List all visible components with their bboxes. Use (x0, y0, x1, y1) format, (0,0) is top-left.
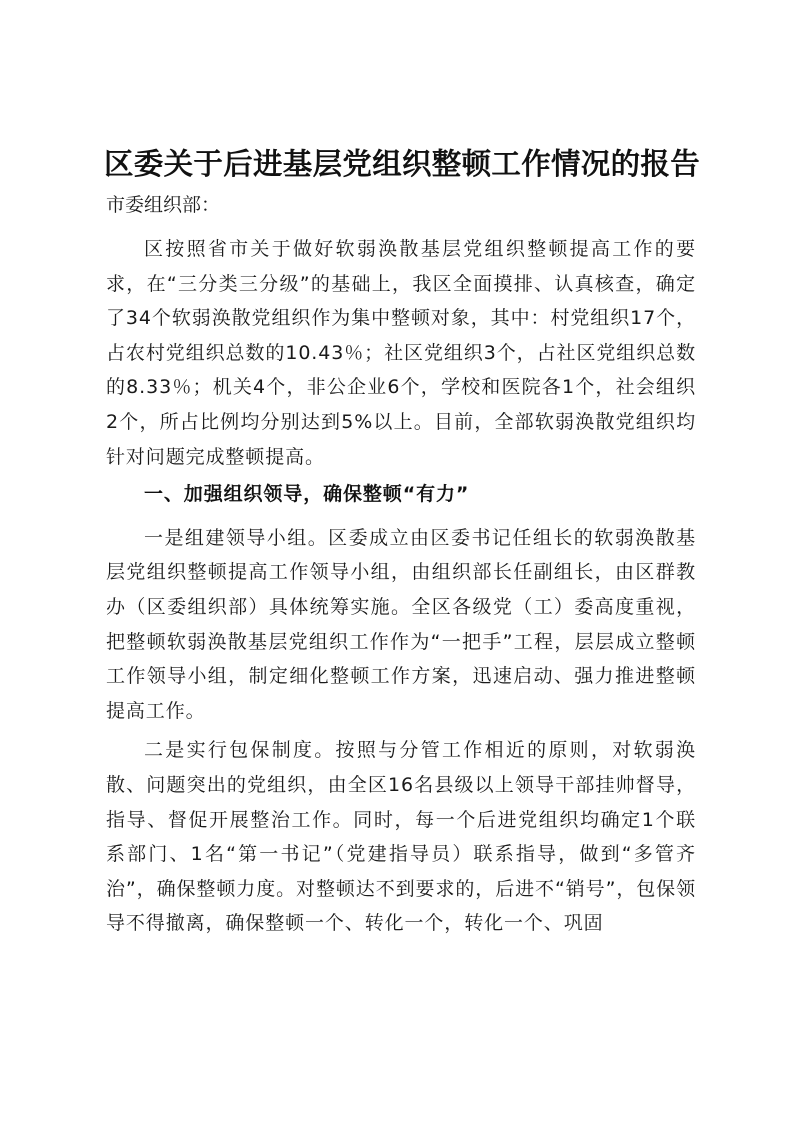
section-1-heading: 一、加强组织领导，确保整顿“有力” (144, 483, 470, 506)
salutation: 市委组织部： (106, 194, 221, 216)
document-title: 区委关于后进基层党组织整顿工作情况的报告 (104, 146, 701, 181)
section-1-paragraph-2: 二是实行包保制度。按照与分管工作相近的原则，对软弱涣散、问题突出的党组织，由全区16名县级以上领导干部挂帅督导，指导、督促开展整治工作。同时，每一个后进党组织均确定1个联系部门、1名“第一书记”（党建指导员）联系指导，做到“多管齐治”，确保整顿力度。对整顿达不到要求的，后进不“销号”，包保领导不得撤离，确保整顿一个、转化一个，转化一个、巩固 (106, 739, 696, 935)
document-body (106, 232, 696, 941)
section-1-paragraph-1: 一是组建领导小组。区委成立由区委书记任组长的软弱涣散基层党组织整顿提高工作领导小组，由组织部长任副组长，由区群教办（区委组织部）具体统筹实施。全区各级党（工）委高度重视，把整顿软弱涣散基层党组织工作作为“一把手”工程，层层成立整顿工作领导小组，制定细化整顿工作方案，迅速启动、强力推进整顿提高工作。 (106, 526, 696, 722)
intro-paragraph: 区按照省市关于做好软弱涣散基层党组织整顿提高工作的要求，在“三分类三分级”的基础上，我区全面摸排、认真核查，确定了34个软弱涣散党组织作为集中整顿对象，其中：村党组织17个，占农村党组织总数的10.43％；社区党组织3个，占社区党组织总数的8.33％；机关4个，非公企业6个，学校和医院各1个，社会组织2个，所占比例均分别达到5%以上。目前，全部软弱涣散党组织均针对问题完成整顿提高。 (106, 238, 696, 468)
